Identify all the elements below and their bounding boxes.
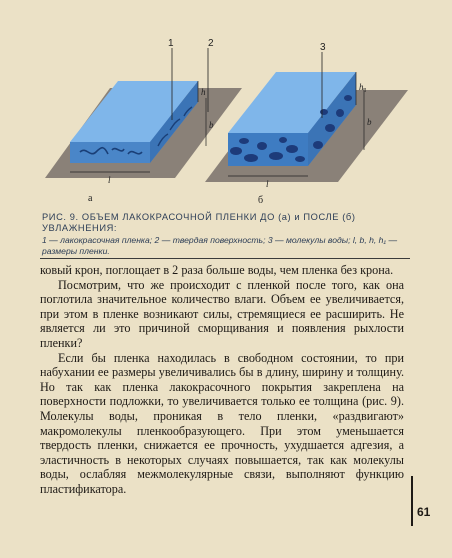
page-edge-bar: [411, 476, 413, 526]
callout-1: 1: [168, 38, 174, 49]
callout-3: 3: [320, 42, 326, 53]
dim-label-h1: h₁: [359, 82, 367, 92]
figure-9-illustration: [0, 0, 452, 210]
callout-2: 2: [208, 38, 214, 49]
panel-label-b: б: [258, 195, 264, 206]
dim-label-l-b: l: [266, 179, 269, 189]
caption-title: РИС. 9. ОБЪЕМ ЛАКОКРАСОЧНОЙ ПЛЕНКИ ДО (а) и ПОСЛЕ (б) УВЛАЖНЕНИЯ:: [42, 212, 356, 233]
dim-label-b-b: b: [367, 117, 372, 127]
paragraph: Если бы пленка находилась в свободном состоянии, то при набухании ее размеры увеличивались бы в длину, ширину и толщину. Но так как пленка лакокрасочного покрытия закреплена на поверхности подложки, то увеличивается только ее толщина (рис. 9). Молекулы воды, проникая в тело пленки, «раздвигают» макромолекулы пленкообразующего. При этом уменьшается твердость пленки, снижается ее прочность, ухудшается адгезия, а эластичность в некоторых случаях повышается, так как молекулы воды, ослабляя межмолекулярные связи, выполняют функцию пластификатора.: [40, 350, 404, 496]
caption-legend: 1 — лакокрасочная пленка; 2 — твердая поверхность; 3 — молекулы воды; l, b, h, h₁ — размеры пленки.: [42, 235, 398, 256]
paragraph: Посмотрим, что же происходит с пленкой после того, как она поглотила значительное количество влаги. Объем ее увеличивается, при этом в пленке возникают силы, стремящиеся ее расширить. Не является ли это причиной сморщивания и появления рыхлости пленки?: [40, 277, 404, 350]
dim-label-h: h: [201, 87, 206, 97]
paragraph: ковый крон, поглощает в 2 раза больше воды, чем пленка без крона.: [40, 263, 394, 277]
figure-caption: [42, 212, 412, 257]
dim-label-l-a: l: [108, 175, 111, 185]
body-text: [40, 263, 404, 497]
dim-label-b-a: b: [209, 120, 214, 130]
panel-label-a: а: [88, 193, 93, 204]
caption-divider: [40, 258, 410, 259]
page-number: 61: [417, 505, 431, 519]
